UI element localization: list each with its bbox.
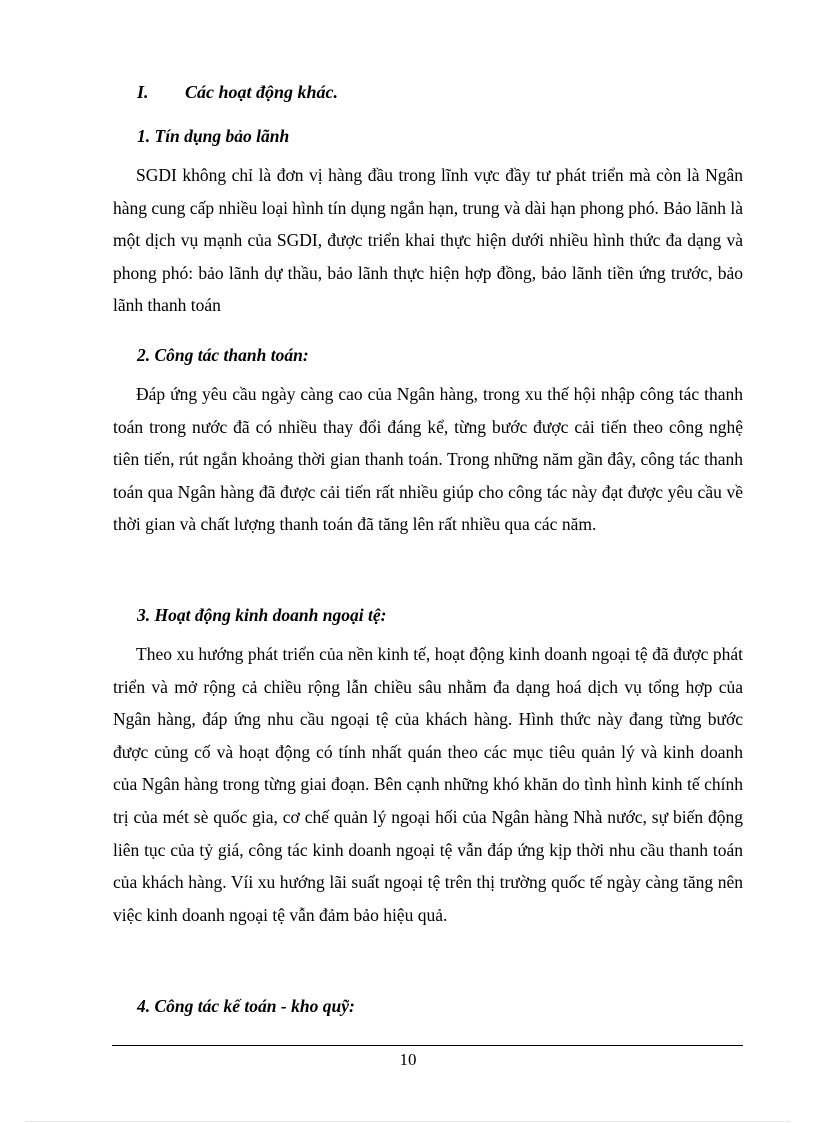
- paragraph-kinh-doanh-ngoai-te: Theo xu hướng phát triển của nền kinh tế, hoạt động kinh doanh ngoại tệ đã được phát triển và mở rộng cả chiều rộng lẫn chiều sâu nhằm đa dạng hoá dịch vụ tổng hợp của Ngân hàng, đáp ứng nhu cầu ngoại tệ của khách hàng. Hình thức này đang từng bước được củng cố và hoạt động có tính nhất quán theo các mục tiêu quản lý và kinh doanh của Ngân hàng trong từng giai đoạn. Bên cạnh những khó khăn do tình hình kinh tế chính trị của mét sè quốc gia, cơ chế quản lý ngoại hối của Ngân hàng Nhà nước, sự biến động liên tục của tỷ giá, công tác kinh doanh ngoại tệ vẫn đáp ứng kịp thời nhu cầu thanh toán của khách hàng. Víi xu hướng lãi suất ngoại tệ trên thị trường quốc tế ngày càng tăng nên việc kinh doanh ngoại tệ vẫn đảm bảo hiệu quả.: [113, 644, 743, 925]
- section-title: [137, 82, 338, 103]
- paragraph-cong-tac-thanh-toan: Đáp ứng yêu cầu ngày càng cao của Ngân hàng, trong xu thế hội nhập công tác thanh toán trong nước đã có nhiều thay đổi đáng kể, từng bước được cải tiến theo công nghệ tiên tiến, rút ngắn khoảng thời gian thanh toán. Trong những năm gần đây, công tác thanh toán qua Ngân hàng đã được cải tiến rất nhiều giúp cho công tác này đạt được yêu cầu về thời gian và chất lượng thanh toán đã tăng lên rất nhiều qua các năm.: [113, 384, 743, 535]
- footer-divider: [112, 1045, 743, 1046]
- heading-ke-toan-kho-quy: 4. Công tác kế toán - kho quỹ:: [137, 996, 355, 1016]
- heading-kinh-doanh-ngoai-te: 3. Hoạt động kinh doanh ngoại tệ:: [137, 605, 387, 625]
- paragraph-tin-dung-bao-lanh: SGDI không chỉ là đơn vị hàng đầu trong lĩnh vực đầy tư phát triển mà còn là Ngân hàng cung cấp nhiều loại hình tín dụng ngắn hạn, trung và dài hạn phong phó. Bảo lãnh là một dịch vụ mạnh của SGDI, được triển khai thực hiện dưới nhiều hình thức đa dạng và phong phó: bảo lãnh dự thầu, bảo lãnh thực hiện hợp đồng, bảo lãnh tiền ứng trước, bảo lãnh thanh toán: [113, 165, 743, 316]
- section-title-text: Các hoạt động khác.: [185, 82, 339, 102]
- heading-cong-tac-thanh-toan: 2. Công tác thanh toán:: [137, 345, 309, 365]
- heading-tin-dung-bao-lanh: 1. Tín dụng bảo lãnh: [137, 126, 290, 146]
- page-number: 10: [399, 1050, 417, 1069]
- page-bottom-border: [26, 1121, 790, 1122]
- section-number: I.: [137, 82, 149, 102]
